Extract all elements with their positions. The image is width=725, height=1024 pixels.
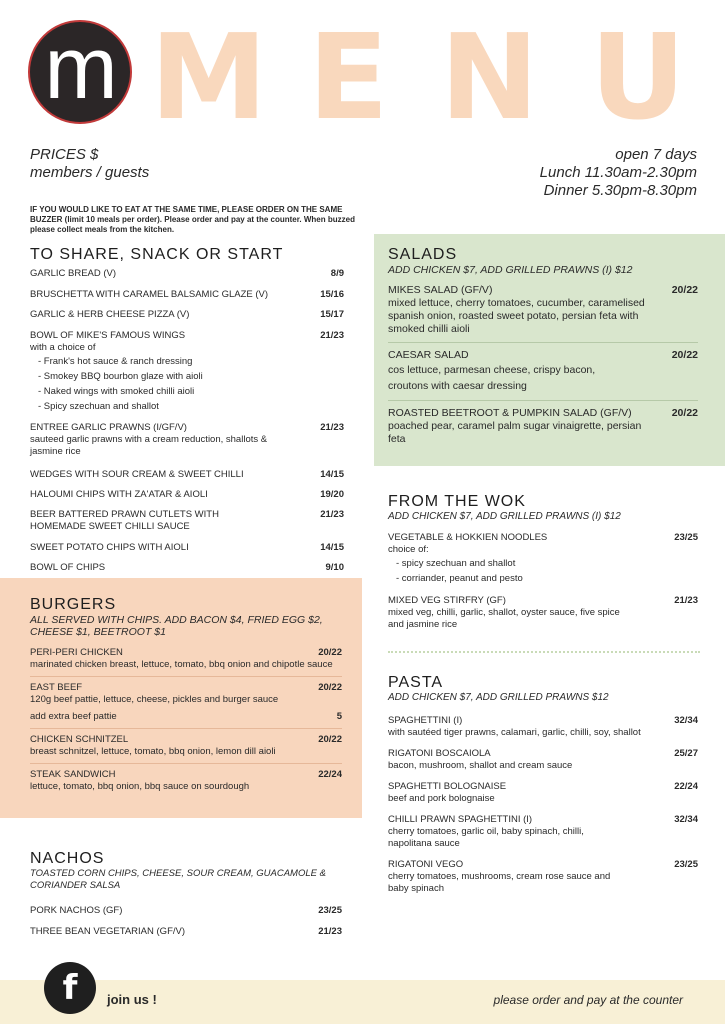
divider [388,651,700,653]
item-name: MIKES SALAD (GF/V) [388,284,493,296]
item-name: GARLIC & HERB CHEESE PIZZA (V) [30,309,190,320]
item-name: HALOUMI CHIPS WITH ZA'ATAR & AIOLI [30,489,208,500]
menu-item [388,715,698,739]
menu-item [30,562,344,574]
item-name: BEER BATTERED PRAWN CUTLETS WITH HOMEMADE SWEET CHILLI SAUCE [30,509,219,532]
item-price: 20/22 [671,349,698,361]
item-name: PERI-PERI CHICKEN [30,647,123,658]
wings-item [30,330,344,414]
menu-item [30,289,344,301]
prawns-item [30,422,344,458]
menu-item [30,268,344,280]
item-price: 21/23 [318,926,342,937]
menu-item [30,489,344,501]
item-desc: cherry tomatoes, garlic oil, baby spinach, chilli, napolitana sauce [388,826,584,849]
item-desc: mixed veg, chilli, garlic, shallot, oyster sauce, five spice and jasmine rice [388,607,620,630]
item-price: 19/20 [320,489,344,500]
extra-name: add extra beef pattie [30,711,117,722]
option: - Spicy szechuan and shallot [38,401,159,412]
menu-item [30,509,344,533]
option: - corriander, peanut and pesto [396,573,523,584]
item-price: 20/22 [318,734,342,745]
item-price: 15/17 [320,309,344,320]
item-name: GARLIC BREAD (V) [30,268,117,279]
item-price: 20/22 [671,284,698,296]
item-name: BRUSCHETTA WITH CARAMEL BALSAMIC GLAZE (V) [30,289,269,300]
item-name: BOWL OF MIKE'S FAMOUS WINGS [30,330,186,341]
item-name: EAST BEEF [30,682,83,693]
item-price: 22/24 [674,781,698,792]
menu-item [388,748,698,772]
facebook-letter: f [62,968,78,1008]
item-name: RIGATONI VEGO [388,859,464,870]
item-desc: cos lettuce, parmesan cheese, crispy bacon, croutons with caesar dressing [388,364,596,392]
item-desc: cherry tomatoes, mushrooms, cream rose sauce and baby spinach [388,871,611,894]
title-letter-e: E [308,8,389,146]
option: - spicy szechuan and shallot [396,558,516,569]
item-desc: lettuce, tomato, bbq onion, bbq sauce on sourdough [30,781,250,792]
item-price: 32/34 [674,814,698,825]
item-desc: mixed lettuce, cherry tomatoes, cucumber, caramelised spanish onion, roasted sweet potato, persian feta with smoked chilli aioli [388,297,645,335]
item-price: 21/23 [320,509,344,520]
menu-item [30,422,344,434]
item-desc: breast schnitzel, lettuce, tomato, bbq onion, lemon dill aioli [30,746,276,757]
item-name: BOWL OF CHIPS [30,562,106,573]
menu-item [30,677,342,729]
item-price: 23/25 [674,859,698,870]
item-desc: with sautéed tiger prawns, calamari, garlic, chilli, soy, shallot [388,727,641,738]
order-notice: IF YOU WOULD LIKE TO EAT AT THE SAME TIME, PLEASE ORDER ON THE SAME BUZZER (limit 10 meals per order). Please order and pay at the counter. When buzzed please collect meals from the kitchen. [30,205,355,234]
item-name: ENTREE GARLIC PRAWNS (I/GF/V) [30,422,187,433]
item-name: RIGATONI BOSCAIOLA [388,748,491,759]
menu-item [30,905,342,917]
item-name: SPAGHETTI BOLOGNAISE [388,781,507,792]
item-price: 22/24 [318,769,342,780]
section-title: TO SHARE, SNACK OR START [30,246,284,263]
opening-hours [540,146,697,200]
prices-line2: members / guests [30,164,150,181]
item-price: 23/25 [674,532,698,543]
join-us-link[interactable]: join us ! [107,992,157,1007]
menu-item [30,926,342,938]
title-letter-u: U [590,8,686,146]
menu-item [388,343,698,401]
item-name: WEDGES WITH SOUR CREAM & SWEET CHILLI [30,469,244,480]
item-desc: with a choice of [30,342,96,353]
menu-item [388,859,698,895]
menu-item [388,781,698,805]
item-price: 20/22 [318,682,342,693]
pasta-section [388,674,698,895]
item-price: 15/16 [320,289,344,300]
item-price: 8/9 [330,268,344,279]
item-name: SPAGHETTINI (I) [388,715,463,726]
item-name: CAESAR SALAD [388,349,469,361]
item-name: THREE BEAN VEGETARIAN (GF/V) [30,926,186,937]
title-letter-m: M [150,8,268,146]
menu-item [388,814,698,850]
prices-line1: PRICES $ [30,146,99,163]
burgers-section [0,578,362,818]
menu-item [388,278,698,343]
menu-item [30,330,344,342]
extra-price: 5 [336,711,342,722]
item-desc: choice of: [388,544,429,555]
item-desc: bacon, mushroom, shallot and cream sauce [388,760,573,771]
menu-item [30,729,342,764]
menu-item [30,642,342,677]
section-title: FROM THE WOK [388,493,526,510]
title-letter-n: N [440,8,539,146]
item-name: VEGETABLE & HOKKIEN NOODLES [388,532,548,543]
logo-letter: m [44,18,116,117]
item-price: 20/22 [671,407,698,419]
salads-section [374,234,725,466]
item-price: 25/27 [674,748,698,759]
wok-section [388,493,698,631]
item-desc: poached pear, caramel palm sugar vinaigrette, persian feta [388,420,642,445]
item-price: 21/23 [320,422,344,433]
open-days: open 7 days [615,146,697,163]
lunch-hours: Lunch 11.30am-2.30pm [539,164,697,181]
section-subtitle: ALL SERVED WITH CHIPS. ADD BACON $4, FRIED EGG $2, CHEESE $1, BEETROOT $1 [30,614,323,638]
dinner-hours: Dinner 5.30pm-8.30pm [543,182,697,199]
item-price: 20/22 [318,647,342,658]
section-subtitle: ADD CHICKEN $7, ADD GRILLED PRAWNS (I) $12 [388,264,633,276]
item-price: 21/23 [320,330,344,341]
item-price: 23/25 [318,905,342,916]
option: - Frank's hot sauce & ranch dressing [38,356,193,367]
item-desc: sauteed garlic prawns with a cream reduction, shallots & jasmine rice [30,434,268,457]
item-name: MIXED VEG STIRFRY (GF) [388,595,506,606]
section-title: BURGERS [30,596,117,613]
footer-note: please order and pay at the counter [493,993,683,1007]
item-desc: beef and pork bolognaise [388,793,495,804]
item-price: 32/34 [674,715,698,726]
item-name: SWEET POTATO CHIPS WITH AIOLI [30,542,189,553]
nachos-section [30,850,342,938]
item-name: CHICKEN SCHNITZEL [30,734,129,745]
noodles-item [388,532,698,586]
menu-item [30,764,342,798]
menu-item [30,469,344,481]
item-desc: 120g beef pattie, lettuce, cheese, pickles and burger sauce [30,694,279,705]
menu-item [30,542,344,554]
menu-item [30,309,344,321]
option: - Smokey BBQ bourbon glaze with aioli [38,371,203,382]
section-subtitle: TOASTED CORN CHIPS, CHEESE, SOUR CREAM, GUACAMOLE & CORIANDER SALSA [30,868,326,891]
menu-item [388,401,698,452]
share-section [30,246,344,574]
logo [28,20,132,124]
item-price: 21/23 [674,595,698,606]
item-name: CHILLI PRAWN SPAGHETTINI (I) [388,814,533,825]
item-name: ROASTED BEETROOT & PUMPKIN SALAD (GF/V) [388,407,632,419]
section-title: PASTA [388,674,444,691]
prices-note [30,146,149,182]
section-title: NACHOS [30,850,105,867]
section-subtitle: ADD CHICKEN $7, ADD GRILLED PRAWNS $12 [388,692,609,703]
item-price: 14/15 [320,469,344,480]
facebook-icon[interactable] [44,962,96,1014]
stirfry-item [388,595,698,631]
section-subtitle: ADD CHICKEN $7, ADD GRILLED PRAWNS (I) $12 [388,511,621,522]
option: - Naked wings with smoked chilli aioli [38,386,195,397]
section-title: SALADS [388,246,458,263]
item-price: 14/15 [320,542,344,553]
item-name: STEAK SANDWICH [30,769,116,780]
item-name: PORK NACHOS (GF) [30,905,123,916]
item-desc: marinated chicken breast, lettuce, tomato, bbq onion and chipotle sauce [30,659,333,670]
item-price: 9/10 [325,562,344,573]
